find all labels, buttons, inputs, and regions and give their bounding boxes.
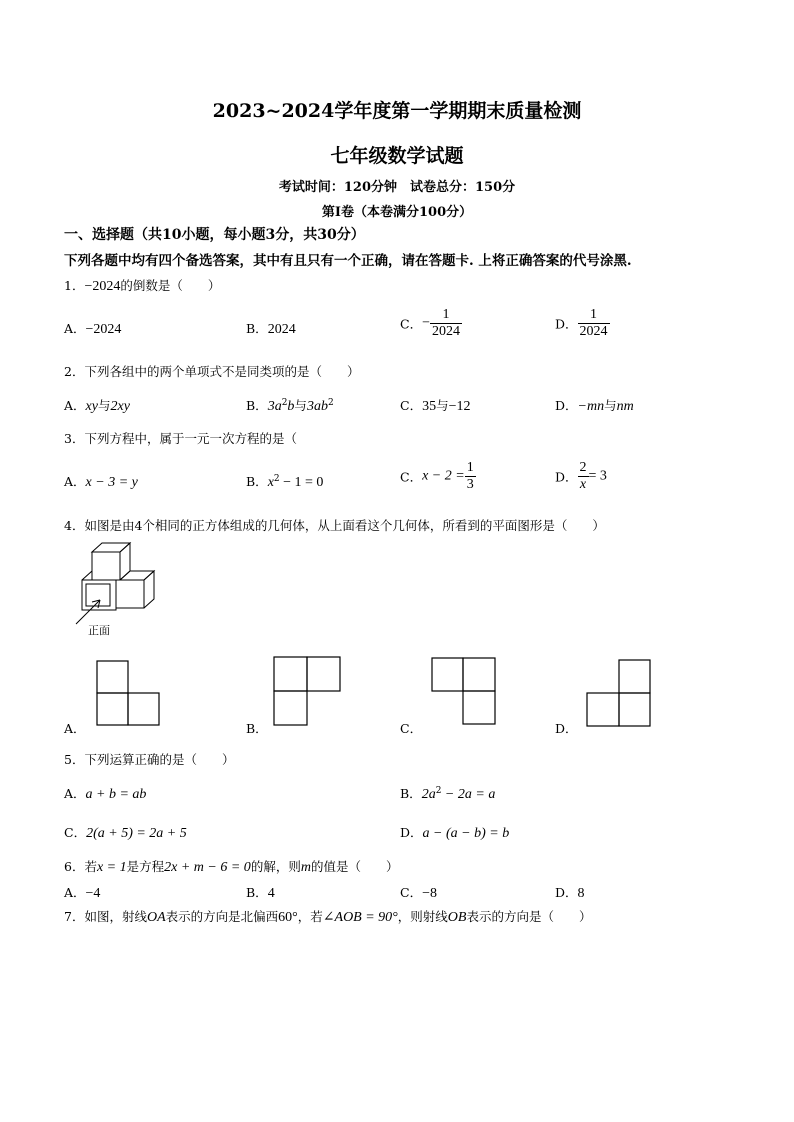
square (619, 660, 650, 693)
stem-expr: 2x + m − 6 = 0 (164, 860, 251, 875)
q5-option-d (400, 823, 509, 842)
option-exponent: 2 (281, 397, 288, 408)
fraction-denominator: 2024 (579, 324, 608, 339)
option-term: b (287, 399, 295, 414)
q2-option-c (400, 396, 471, 415)
stem-expr: m (300, 860, 311, 875)
q4-option-d-label: D． (555, 721, 578, 736)
q4-option-a-label: A． (64, 721, 86, 736)
stem-text: 是方程 (126, 859, 165, 874)
q4-option-b-figure (273, 656, 341, 726)
option-label: C． (400, 885, 423, 900)
option-fraction (578, 307, 610, 340)
stem-expr: ∠AOB = 90° (322, 910, 398, 925)
stem-text: 表示的方向是北偏西 (165, 909, 279, 924)
q6-stem (64, 857, 398, 876)
option-value: −8 (422, 886, 437, 901)
option-value: −2024 (85, 322, 122, 337)
exam-meta: 考试时间：120分钟 试卷总分：150分 (278, 180, 516, 195)
q1-text: 的倒数是（ ） (120, 278, 221, 293)
right-cube-front-face (116, 580, 144, 608)
q4-stem: 4．如图是由4个相同的正方体组成的几何体，从上面看这个几何体，所看到的平面图形是（ ） (64, 518, 605, 533)
stem-text: ，则射线 (397, 909, 448, 924)
option-label: C． (400, 316, 423, 332)
stem-text: 的值是（ ） (310, 859, 399, 874)
right-cube-side-face (144, 571, 154, 608)
option-and: 与 (294, 398, 307, 413)
option-term: 2a (421, 787, 436, 802)
option-and: 与 (604, 398, 617, 413)
option-value: − 1 = 0 (279, 475, 324, 490)
square (274, 657, 307, 691)
front-arrow-line (76, 600, 100, 624)
stem-text: 7．如图，射线 (64, 909, 147, 924)
option-value: 2(a + 5) = 2a + 5 (86, 826, 187, 841)
option-fraction (430, 307, 462, 340)
option-and: 与 (436, 398, 449, 413)
q6-option-a (64, 883, 100, 902)
option-term: 35 (422, 399, 437, 414)
square (432, 658, 463, 691)
q6-option-c (400, 883, 437, 902)
option-label: C． (64, 825, 87, 840)
fraction-denominator: 2024 (431, 324, 460, 339)
stem-text: 的解，则 (250, 859, 301, 874)
q4-cube-figure (70, 540, 170, 640)
fraction-numerator: 1 (466, 460, 474, 475)
fraction-numerator: 2 (579, 460, 587, 475)
option-term: −mn (577, 399, 605, 414)
option-exponent: 2 (435, 785, 442, 796)
q5-stem: 5．下列运算正确的是（ ） (64, 752, 235, 767)
option-and: 与 (97, 398, 111, 413)
square (97, 693, 128, 725)
q5-option-a (64, 784, 146, 803)
fraction-numerator: 1 (590, 307, 598, 322)
option-label: A． (64, 398, 86, 413)
q4-option-c-label: C． (400, 721, 423, 736)
section-heading: 一、选择题（共10小题，每小题3分，共30分） (64, 227, 365, 243)
q5-option-c (64, 823, 187, 842)
square (587, 693, 619, 726)
fraction-denominator: 3 (466, 477, 474, 492)
option-value: − 2a = a (441, 787, 496, 802)
square (463, 658, 495, 691)
q3-stem: 3．下列方程中，属于一元一次方程的是（ (64, 431, 297, 446)
square (97, 661, 128, 693)
q6-option-b (246, 883, 275, 902)
option-label: B． (246, 885, 268, 900)
q5-option-b (400, 784, 495, 803)
option-term: xy (85, 399, 98, 414)
option-term: 3a (267, 399, 282, 414)
option-label: A． (64, 786, 86, 801)
stem-expr: 60° (278, 910, 298, 925)
option-value: −4 (85, 886, 101, 901)
q3-option-c (400, 460, 476, 493)
option-label: A． (64, 885, 86, 900)
q1-option-d (555, 307, 610, 340)
q3-option-b (246, 472, 323, 491)
option-label: B． (400, 786, 422, 801)
option-term: 2xy (110, 399, 130, 414)
option-label: D． (555, 885, 578, 900)
option-value: x − 3 = y (85, 475, 138, 490)
exam-part: 第I卷（本卷满分100分） (321, 205, 473, 220)
q6-option-d (555, 883, 585, 902)
q4-option-b-label: B． (246, 721, 268, 736)
square (274, 691, 307, 725)
option-label: A． (64, 474, 86, 489)
q1-option-a (64, 319, 121, 338)
top-cube-front-face (92, 552, 120, 580)
option-value: a + b = ab (85, 787, 147, 802)
option-label: B． (246, 321, 268, 336)
option-term: x (267, 475, 274, 490)
option-label: D． (555, 469, 578, 485)
stem-text: 表示的方向是（ ） (466, 909, 592, 924)
option-label: B． (246, 474, 268, 489)
q2-stem: 2．下列各组中的两个单项式不是同类项的是（ ） (64, 364, 360, 379)
q7-stem (64, 907, 591, 926)
option-sign: − (422, 315, 430, 331)
stem-text: 6．若 (64, 859, 97, 874)
option-fraction (578, 460, 589, 493)
fraction-numerator: 1 (442, 307, 450, 322)
option-value: 8 (577, 886, 585, 901)
front-label: 正面 (88, 624, 110, 637)
square (463, 691, 495, 724)
option-label: A． (64, 321, 86, 336)
option-term: nm (616, 399, 634, 414)
option-value: 2024 (267, 322, 296, 337)
square (619, 693, 650, 726)
q1-number: 1． (64, 278, 85, 293)
option-fraction (465, 460, 476, 493)
q4-option-a-figure (96, 660, 162, 726)
option-value: a − (a − b) = b (422, 826, 510, 841)
stem-text: ，若 (297, 909, 323, 924)
q1-option-c (400, 307, 462, 340)
exam-title: 2023~2024学年度第一学期期末质量检测 (212, 100, 582, 122)
front-cube-edge (82, 571, 92, 580)
option-label: D． (555, 398, 578, 413)
q4-option-d-figure (586, 659, 652, 727)
q1-option-b (246, 319, 296, 338)
option-term: x − 2 = (422, 468, 465, 484)
stem-expr: OB (447, 910, 467, 925)
stem-expr: OA (146, 910, 166, 925)
square (307, 657, 340, 691)
q4-option-c-figure (431, 657, 497, 725)
section-instruction: 下列各题中均有四个备选答案，其中有且只有一个正确，请在答题卡. 上将正确答案的代号涂黑. (64, 253, 632, 269)
option-exponent: 2 (273, 473, 280, 484)
q1-expr: −2024 (84, 279, 121, 294)
option-value: 4 (267, 886, 275, 901)
option-value: = 3 (588, 468, 607, 484)
option-term: 3ab (306, 399, 328, 414)
square (128, 693, 159, 725)
q2-option-d (555, 396, 634, 415)
option-label: C． (400, 398, 423, 413)
option-label: D． (400, 825, 423, 840)
q2-option-b (246, 396, 334, 415)
option-term: −12 (448, 399, 471, 414)
option-label: D． (555, 316, 578, 332)
fraction-denominator: x (578, 476, 589, 493)
option-exponent: 2 (327, 397, 334, 408)
q3-option-a (64, 472, 138, 491)
option-label: C． (400, 469, 423, 485)
exam-subtitle: 七年级数学试题 (330, 145, 464, 167)
q1-stem (64, 276, 220, 295)
q3-option-d (555, 460, 607, 493)
option-label: B． (246, 398, 268, 413)
top-cube-side-face (120, 543, 130, 580)
q2-option-a (64, 396, 130, 415)
stem-expr: x = 1 (96, 860, 127, 875)
